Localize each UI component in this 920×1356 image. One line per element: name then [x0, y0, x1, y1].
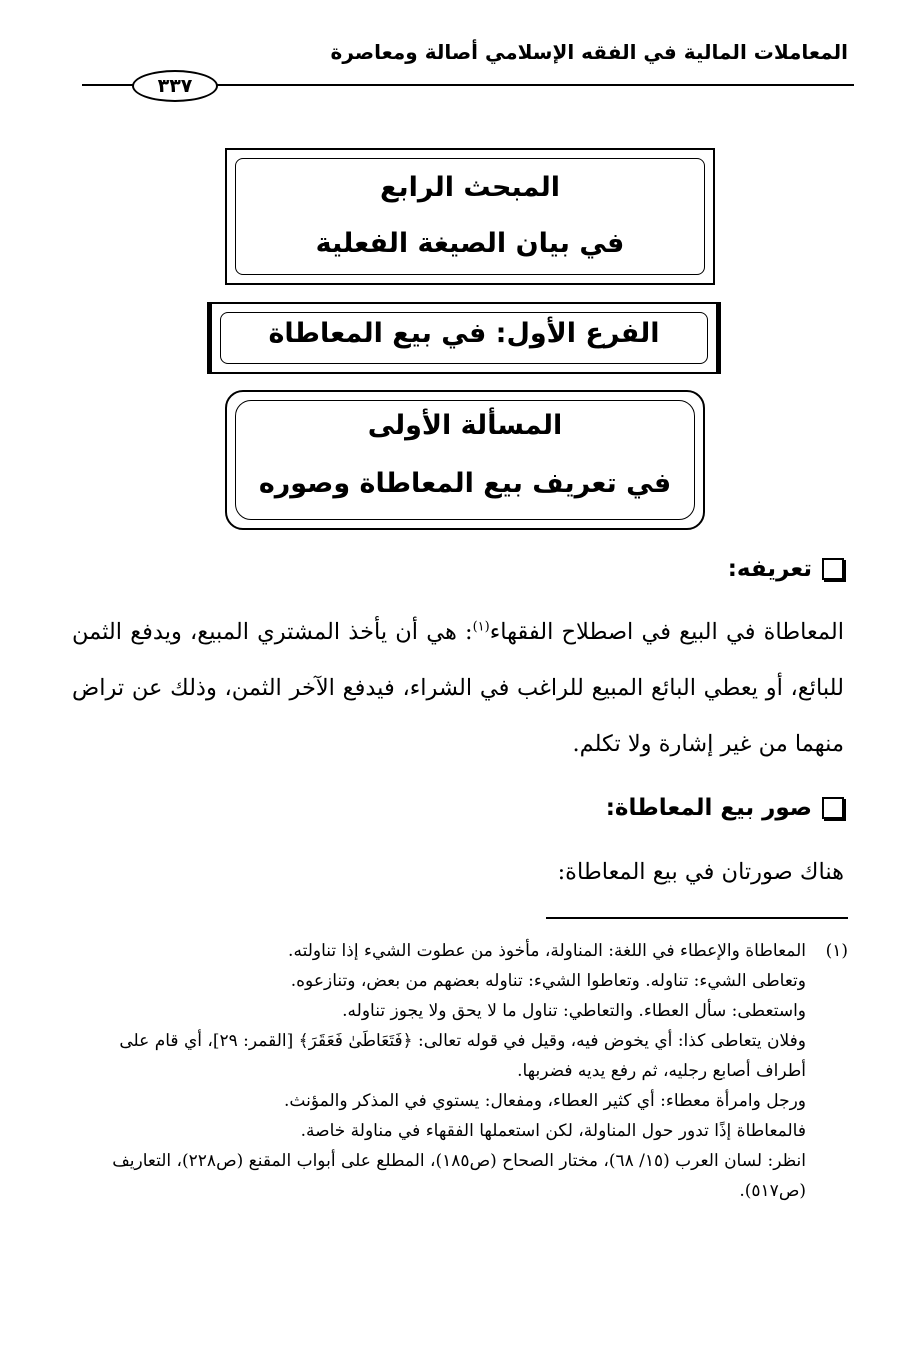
footnote-line: وفلان يتعاطى كذا: أي يخوض فيه، وقيل في قوله تعالى: ﴿فَتَعَاطَىٰ فَعَقَرَ﴾ [القمر: ٢٩]، أي قام على أطراف أصابع رجليه، ثم رفع يديه فضربها. — [119, 1031, 806, 1081]
definition-paragraph — [72, 604, 844, 772]
definition-heading-text: تعريفه: — [727, 556, 812, 582]
footnotes — [68, 936, 848, 1206]
issue-title: المسألة الأولى — [367, 410, 563, 441]
square-bullet-icon — [822, 558, 844, 580]
footnote-line: فالمعاطاة إذًا تدور حول المناولة، لكن استعملها الفقهاء في مناولة خاصة. — [300, 1121, 806, 1141]
footnote-number: (١) — [825, 941, 848, 961]
definition-text-start: المعاطاة في البيع في اصطلاح الفقهاء — [489, 619, 844, 645]
square-bullet-icon — [822, 797, 844, 819]
footnote-line: المعاطاة والإعطاء في اللغة: المناولة، مأخوذ من عطوت الشيء إذا تناولته. — [288, 941, 806, 961]
forms-heading — [606, 795, 844, 821]
footnote-line: انظر: لسان العرب (١٥/ ٦٨)، مختار الصحاح (ص١٨٥)، المطلع على أبواب المقنع (ص٢٢٨)، التعاريف (ص٥١٧). — [112, 1151, 806, 1201]
chapter-title: المبحث الرابع — [380, 172, 560, 203]
chapter-title-frame — [225, 148, 715, 285]
definition-heading — [728, 556, 844, 582]
footnote-separator — [546, 917, 848, 919]
forms-text: هناك صورتان في بيع المعاطاة: — [557, 859, 844, 885]
issue-subtitle: في تعريف بيع المعاطاة وصوره — [258, 468, 672, 499]
forms-paragraph — [72, 844, 844, 900]
footnote-line: ورجل وامرأة معطاء: أي كثير العطاء، ومفعال: يستوي في المذكر والمؤنث. — [284, 1091, 806, 1111]
page-number: ٣٣٧ — [132, 70, 218, 102]
footnote-ref[interactable]: (١) — [472, 619, 490, 635]
chapter-subtitle: في بيان الصيغة الفعلية — [315, 228, 625, 259]
footnote-body — [68, 936, 806, 1206]
branch-title-frame — [207, 302, 721, 374]
running-head-title: المعاملات المالية في الفقه الإسلامي أصالة ومعاصرة — [330, 40, 848, 64]
footnote-item — [68, 936, 848, 1206]
footnote-line: واستعطى: سأل العطاء. والتعاطي: تناول ما لا يحق ولا يجوز تناوله. — [342, 1001, 806, 1021]
footnote-line: وتعاطى الشيء: تناوله. وتعاطوا الشيء: تناوله بعضهم من بعض، وتنازعوه. — [290, 971, 806, 991]
definition-text-end: : هي أن يأخذ المشتري المبيع، ويدفع الثمن للبائع، أو يعطي البائع المبيع للراغب في الشراء، فيدفع الآخر الثمن، وذلك عن تراض منهما من غير إشارة ولا تكلم. — [72, 619, 844, 757]
forms-heading-text: صور بيع المعاطاة: — [605, 795, 812, 821]
branch-title: الفرع الأول: في بيع المعاطاة — [268, 318, 660, 349]
issue-title-frame — [225, 390, 705, 530]
